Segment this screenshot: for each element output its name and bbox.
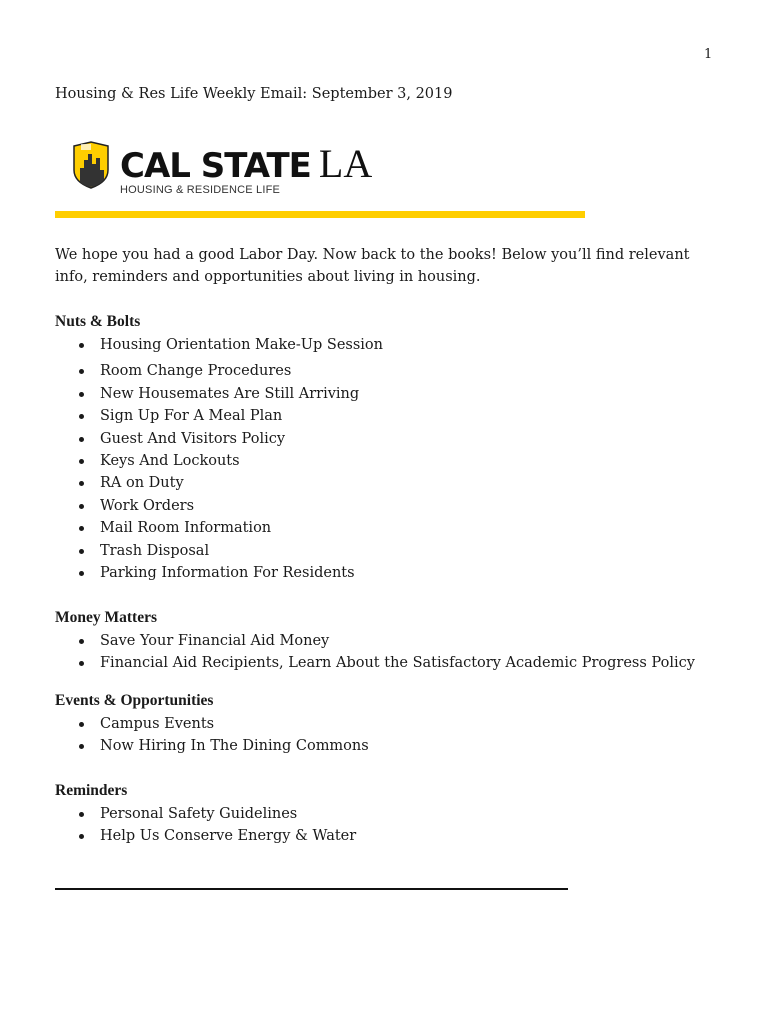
bullet-icon xyxy=(79,526,84,531)
list-item[interactable] xyxy=(55,713,735,735)
list-item[interactable] xyxy=(55,450,735,472)
list-item-label: Financial Aid Recipients, Learn About the Satisfactory Academic Progress Policy xyxy=(100,655,695,672)
bullet-icon xyxy=(79,639,84,644)
list-item[interactable] xyxy=(55,360,735,382)
bullet-icon xyxy=(79,549,84,554)
bullet-icon xyxy=(79,481,84,486)
bullet-icon xyxy=(79,392,84,397)
list-item[interactable] xyxy=(55,540,735,562)
bullet-icon xyxy=(79,459,84,464)
logo-wordmark xyxy=(120,141,373,186)
section-money-matters xyxy=(55,608,735,675)
bullet-icon xyxy=(79,414,84,419)
bullet-icon xyxy=(79,504,84,509)
list-item-label: Save Your Financial Aid Money xyxy=(100,633,330,649)
list-item-label: Personal Safety Guidelines xyxy=(100,806,298,822)
footer-divider xyxy=(55,888,568,890)
list-item-label: Parking Information For Residents xyxy=(100,565,355,582)
gold-divider-bar xyxy=(55,211,585,218)
list-item[interactable] xyxy=(55,562,735,584)
list-item[interactable] xyxy=(55,825,735,847)
bullet-icon xyxy=(79,834,84,839)
section-reminders xyxy=(55,781,735,848)
list-item[interactable] xyxy=(55,630,735,652)
money-matters-list xyxy=(55,630,735,675)
section-heading: Reminders xyxy=(55,782,128,799)
list-item-label: Housing Orientation Make-Up Session xyxy=(100,337,383,353)
list-item[interactable] xyxy=(55,428,735,450)
list-item[interactable] xyxy=(55,495,735,517)
list-item-label: RA on Duty xyxy=(100,475,184,492)
bullet-icon xyxy=(79,343,84,348)
bullet-icon xyxy=(79,661,84,666)
list-item-label: Keys And Lockouts xyxy=(100,453,240,470)
document-title: Housing & Res Life Weekly Email: September 3, 2019 xyxy=(55,86,453,102)
bullet-icon xyxy=(79,812,84,817)
list-item-label: Trash Disposal xyxy=(100,542,210,559)
section-heading: Events & Opportunities xyxy=(55,692,214,709)
list-item[interactable] xyxy=(55,405,735,427)
intro-paragraph: We hope you had a good Labor Day. Now back to the books! Below you’ll find relevant info, reminders and opportunities about living in housing. xyxy=(55,247,690,285)
reminders-list xyxy=(55,803,735,848)
section-heading: Money Matters xyxy=(55,609,157,626)
list-item-label: Campus Events xyxy=(100,716,215,732)
page-number: 1 xyxy=(704,47,713,62)
list-item[interactable] xyxy=(55,472,735,494)
bullet-icon xyxy=(79,437,84,442)
list-item[interactable] xyxy=(55,803,735,825)
list-item-label: New Housemates Are Still Arriving xyxy=(100,385,360,402)
list-item-label: Work Orders xyxy=(100,497,195,514)
events-list xyxy=(55,713,735,758)
section-events-and-opportunities xyxy=(55,691,735,758)
section-heading: Nuts & Bolts xyxy=(55,313,141,330)
shield-emblem-icon xyxy=(72,140,110,190)
list-item[interactable] xyxy=(55,517,735,539)
section-nuts-and-bolts xyxy=(55,312,735,584)
bullet-icon xyxy=(79,369,84,374)
logo-subtitle: HOUSING & RESIDENCE LIFE xyxy=(120,184,281,196)
list-item[interactable] xyxy=(55,652,735,674)
list-item-label: Help Us Conserve Energy & Water xyxy=(100,828,357,845)
list-item-label: Now Hiring In The Dining Commons xyxy=(100,738,369,755)
nuts-and-bolts-list xyxy=(55,334,735,584)
logo-main-text: CAL STATE xyxy=(120,146,311,186)
bullet-icon xyxy=(79,722,84,727)
list-item-label: Sign Up For A Meal Plan xyxy=(100,408,283,425)
bullet-icon xyxy=(79,571,84,576)
list-item-label: Mail Room Information xyxy=(100,520,272,537)
list-item[interactable] xyxy=(55,735,735,757)
list-item-label: Guest And Visitors Policy xyxy=(100,430,286,447)
bullet-icon xyxy=(79,744,84,749)
list-item[interactable] xyxy=(55,383,735,405)
list-item[interactable] xyxy=(55,334,735,356)
cal-state-la-logo xyxy=(72,140,412,196)
logo-la-text: LA xyxy=(318,141,373,186)
list-item-label: Room Change Procedures xyxy=(100,363,292,380)
